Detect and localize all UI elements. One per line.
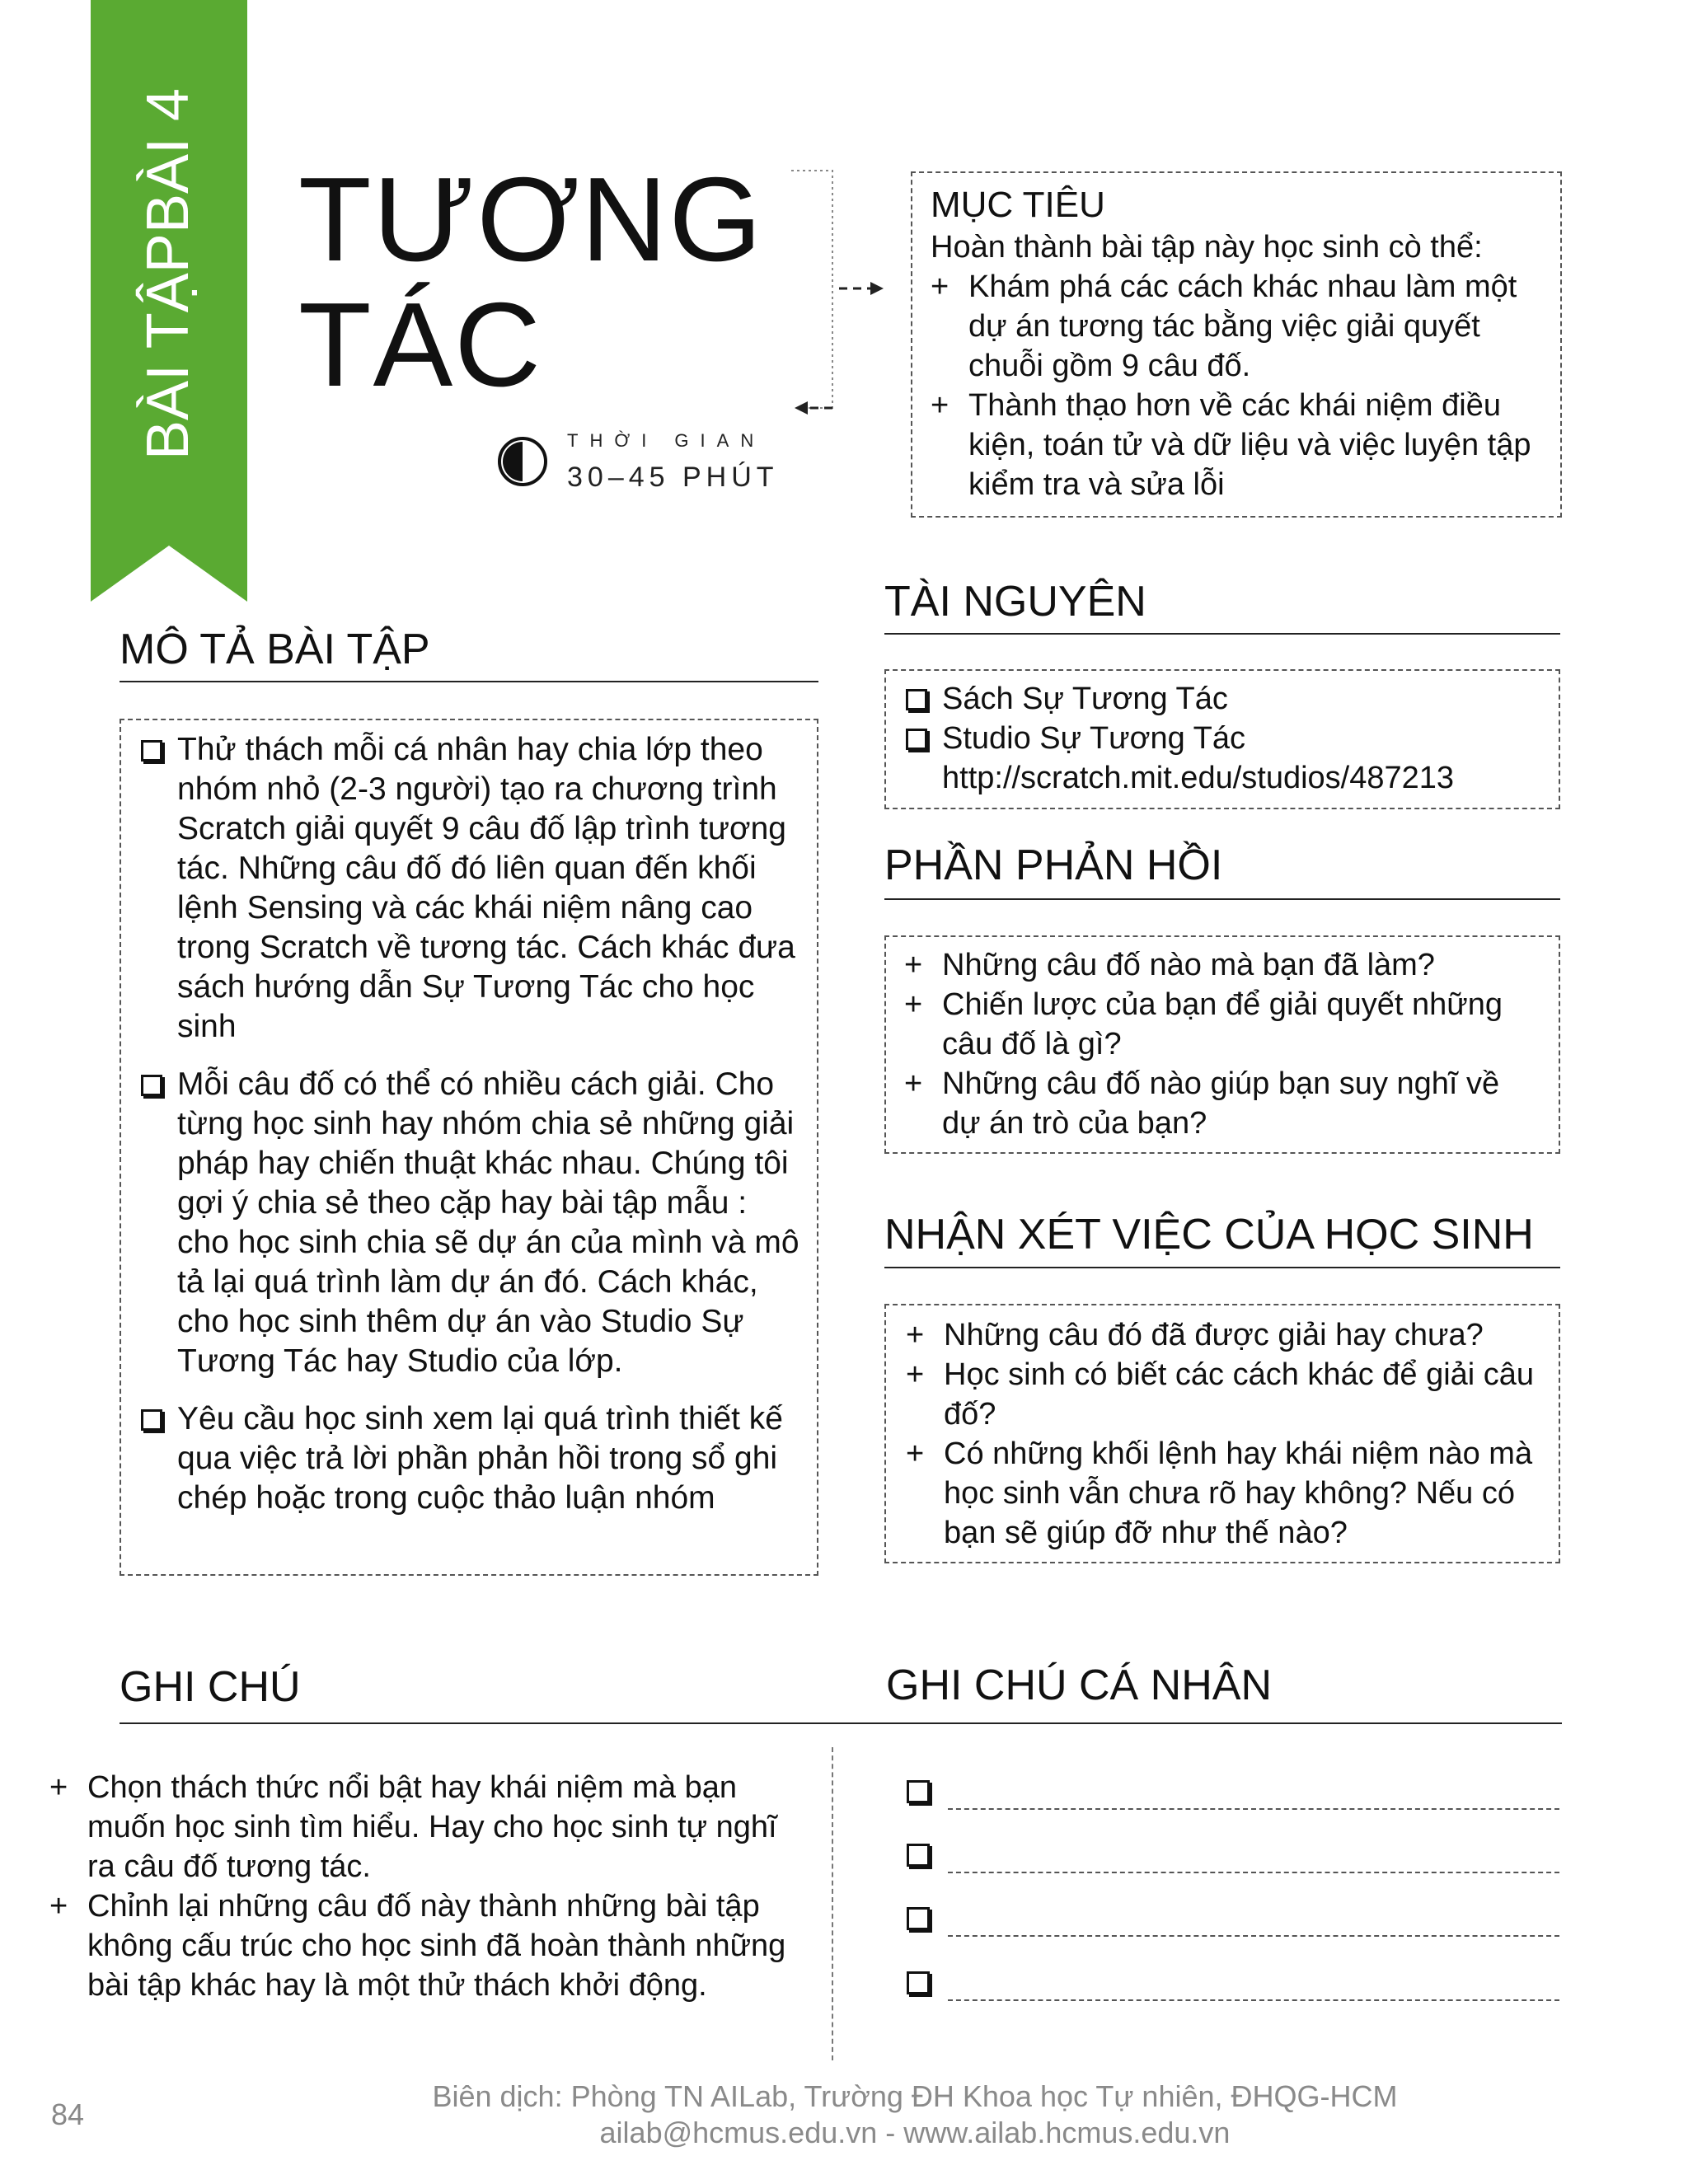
goal-item-text: Khám phá các cách khác nhau làm một dự án tương tác bằng việc giải quyết chuỗi gồm 9 câu đố. [968, 269, 1517, 383]
plus-bullet: + [931, 269, 950, 304]
notes-list-container [49, 1768, 808, 2005]
evaluation-rule [884, 1267, 1560, 1268]
notes-list [49, 1768, 808, 2005]
list-item [49, 1768, 808, 1886]
evaluation-item-text: Có những khối lệnh hay khái niệm nào mà học sinh vẫn chưa rõ hay không? Nếu có bạn sẽ giúp đỡ như thế nào? [944, 1436, 1533, 1550]
personal-note-line[interactable] [907, 1844, 1559, 1877]
evaluation-item-text: Học sinh có biết các cách khác để giải câu đố? [944, 1357, 1535, 1432]
ribbon-line-1: BÀI TẬP [135, 233, 202, 460]
resource-item [906, 719, 1539, 758]
notes-rule [120, 1722, 1562, 1724]
resources-title: TÀI NGUYÊN [884, 578, 1146, 626]
goal-item-text: Thành thạo hơn về các khái niệm điều kiện, toán tử và dữ liệu và việc luyện tập kiểm tra và sửa lỗi [968, 388, 1531, 502]
plus-bullet: + [904, 1066, 923, 1101]
list-item [931, 386, 1542, 504]
checkbox-icon [141, 1409, 162, 1431]
plus-bullet: + [906, 1436, 925, 1471]
description-item-text: Thử thách mỗi cá nhân hay chia lớp theo nhóm nhỏ (2-3 người) tạo ra chương trình Scratch giải quyết 9 câu đố lập trình tương tác. Những câu đố đó liên quan đến khối lệnh Sensing và các khái niệm nâng cao trong Scratch về tương tác. Cách khác đưa sách hướng dẫn Sự Tương Tác cho học sinh [177, 732, 795, 1044]
half-circle-clock-icon [496, 435, 549, 488]
checkbox-icon[interactable] [907, 1907, 930, 1930]
goal-list [931, 267, 1542, 504]
personal-notes-title: GHI CHÚ CÁ NHÂN [886, 1661, 1273, 1709]
resource-url-link[interactable]: http://scratch.mit.edu/studios/487213 [942, 761, 1455, 795]
title-line-1: TƯƠNG [298, 152, 764, 286]
notes-item-text: Chọn thách thức nổi bật hay khái niệm mà bạn muốn học sinh tìm hiểu. Hay cho học sinh tự nghĩ ra câu đố tương tác. [87, 1770, 777, 1884]
plus-bullet: + [906, 1357, 925, 1392]
title-line-2: TÁC [298, 278, 542, 411]
write-line [948, 1999, 1559, 2001]
description-list [141, 730, 800, 1518]
footer-line-1: Biên dịch: Phòng TN AILab, Trường ĐH Khoa học Tự nhiên, ĐHQG-HCM [432, 2079, 1398, 2113]
list-item [904, 945, 1540, 985]
checkbox-icon [906, 729, 927, 750]
time-label: THỜI GIAN [567, 430, 766, 451]
checkbox-icon [141, 1075, 162, 1096]
feedback-item-text: Những câu đố nào giúp bạn suy nghĩ về dự án trò của bạn? [942, 1066, 1500, 1141]
description-rule [120, 681, 818, 682]
evaluation-item-text: Những câu đó đã được giải hay chưa? [944, 1318, 1484, 1352]
checkbox-icon[interactable] [907, 1844, 930, 1867]
connector-arrows [791, 169, 890, 424]
description-item-text: Yêu cầu học sinh xem lại quá trình thiết kế qua việc trả lời phần phản hồi trong sổ ghi chép hoặc trong cuộc thảo luận nhóm [177, 1401, 783, 1516]
plus-bullet: + [904, 948, 923, 982]
list-item [906, 1315, 1539, 1355]
evaluation-list [906, 1315, 1539, 1553]
write-line [948, 1808, 1559, 1810]
list-item [906, 1434, 1539, 1553]
footer-line-2: ailab@hcmus.edu.vn - www.ailab.hcmus.edu.vn [599, 2116, 1231, 2149]
notes-title: GHI CHÚ [120, 1663, 301, 1711]
list-item [141, 730, 800, 1047]
resources-box [884, 669, 1560, 809]
notes-divider [832, 1747, 833, 2060]
ribbon-line-2: BÀI 4 [135, 88, 202, 234]
checkbox-icon [906, 689, 927, 710]
notes-item-text: Chỉnh lại những câu đố này thành những bài tập không cấu trúc cho học sinh đã hoàn thành những bài tập khác hay là một thử thách khởi động. [87, 1889, 786, 2003]
description-box [120, 719, 818, 1576]
goal-intro: Hoàn thành bài tập này học sinh cò thể: [931, 230, 1483, 265]
description-title: MÔ TẢ BÀI TẬP [120, 626, 430, 673]
checkbox-icon [141, 740, 162, 762]
checkbox-icon[interactable] [907, 1780, 930, 1803]
resource-item [906, 679, 1539, 719]
evaluation-box [884, 1304, 1560, 1563]
list-item [904, 985, 1540, 1064]
goal-title: MỤC TIÊU [931, 185, 1105, 225]
resource-item-text: Studio Sự Tương Tác [942, 721, 1246, 756]
feedback-title: PHẦN PHẢN HỒI [884, 841, 1223, 889]
feedback-box [884, 935, 1560, 1154]
feedback-list [904, 945, 1540, 1143]
personal-note-line[interactable] [907, 1971, 1559, 2004]
goal-box [911, 171, 1562, 518]
checkbox-icon[interactable] [907, 1971, 930, 1994]
feedback-item-text: Chiến lược của bạn để giải quyết những câu đố là gì? [942, 987, 1503, 1062]
list-item [49, 1886, 808, 2005]
evaluation-title: NHẬN XÉT VIỆC CỦA HỌC SINH [884, 1211, 1534, 1258]
list-item [931, 267, 1542, 386]
list-item [904, 1064, 1540, 1143]
personal-note-line[interactable] [907, 1907, 1559, 1940]
time-value: 30–45 PHÚT [567, 462, 779, 493]
write-line [948, 1935, 1559, 1937]
ribbon-label [91, 0, 247, 548]
resources-rule [884, 633, 1560, 635]
description-item-text: Mỗi câu đố có thể có nhiều cách giải. Cho từng học sinh hay nhóm chia sẻ những giải pháp hay chiến thuật khác nhau. Chúng tôi gợi ý chia sẻ theo cặp hay bài tập mẫu : cho học sinh chia sẽ dự án của mình và mô tả lại quá trình làm dự án đó. Cách khác, cho học sinh thêm dự án vào Studio Sự Tương Tác hay Studio của lớp. [177, 1066, 799, 1379]
plus-bullet: + [49, 1889, 68, 1924]
feedback-item-text: Những câu đố nào mà bạn đã làm? [942, 948, 1435, 982]
plus-bullet: + [931, 388, 950, 423]
list-item [141, 1065, 800, 1381]
write-line [948, 1872, 1559, 1873]
plus-bullet: + [906, 1318, 925, 1352]
resource-item-text: Sách Sự Tương Tác [942, 682, 1228, 716]
list-item [906, 1355, 1539, 1434]
plus-bullet: + [49, 1770, 68, 1805]
page-number: 84 [51, 2097, 85, 2131]
footer [247, 2079, 1582, 2151]
page-title [298, 152, 764, 411]
personal-note-line[interactable] [907, 1780, 1559, 1813]
list-item [141, 1399, 800, 1518]
plus-bullet: + [904, 987, 923, 1022]
feedback-rule [884, 898, 1560, 900]
